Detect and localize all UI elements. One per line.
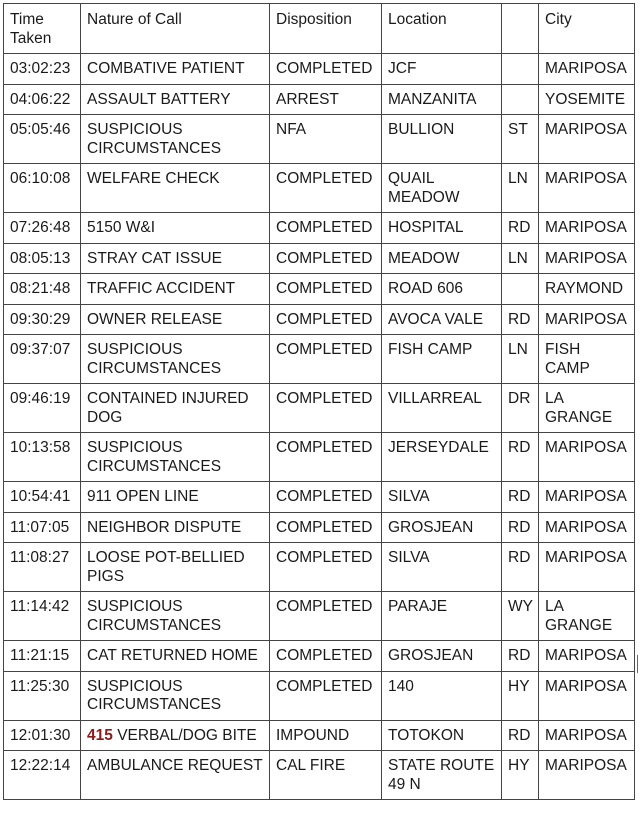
cell-city: MARIPOSA [539,543,635,592]
cell-location: MANZANITA [382,84,502,115]
cell-time: 11:21:15 [4,641,81,672]
cell-location: JERSEYDALE [382,433,502,482]
cell-time: 10:13:58 [4,433,81,482]
cell-location: TOTOKON [382,720,502,751]
cell-time: 10:54:41 [4,482,81,513]
cell-suffix: HY [502,671,539,720]
cell-location: VILLARREAL [382,384,502,433]
cell-city: MARIPOSA [539,512,635,543]
cell-disposition: COMPLETED [270,384,382,433]
cell-city: MARIPOSA [539,243,635,274]
cell-disposition: COMPLETED [270,482,382,513]
cell-location: BULLION [382,115,502,164]
cell-time: 11:14:42 [4,592,81,641]
cell-suffix: WY [502,592,539,641]
cell-nature: OWNER RELEASE [81,304,270,335]
cell-disposition: CAL FIRE [270,751,382,800]
table-row [4,213,635,244]
cell-time: 04:06:22 [4,84,81,115]
table-row [4,592,635,641]
cell-suffix: HY [502,751,539,800]
cell-city: MARIPOSA [539,482,635,513]
col-header-location: Location [382,4,502,54]
cell-suffix: RD [502,512,539,543]
cell-disposition: COMPLETED [270,164,382,213]
cell-time: 08:21:48 [4,274,81,305]
cell-disposition: COMPLETED [270,304,382,335]
col-header-time: Time Taken [4,4,81,54]
table-row [4,543,635,592]
cell-disposition: IMPOUND [270,720,382,751]
table-row [4,164,635,213]
cell-suffix: RD [502,543,539,592]
cell-nature: WELFARE CHECK [81,164,270,213]
cell-nature: SUSPICIOUS CIRCUMSTANCES [81,592,270,641]
cell-nature: LOOSE POT-BELLIED PIGS [81,543,270,592]
cell-disposition: COMPLETED [270,512,382,543]
cell-location: GROSJEAN [382,641,502,672]
cell-nature: 5150 W&I [81,213,270,244]
cell-suffix: RD [502,433,539,482]
cell-city: MARIPOSA [539,304,635,335]
table-row [4,512,635,543]
cell-location: PARAJE [382,592,502,641]
table-row [4,433,635,482]
cell-disposition: COMPLETED [270,243,382,274]
cell-nature: NEIGHBOR DISPUTE [81,512,270,543]
cell-disposition: NFA [270,115,382,164]
cell-location: STATE ROUTE 49 N [382,751,502,800]
table-row [4,274,635,305]
cell-city: MARIPOSA [539,115,635,164]
cell-disposition: COMPLETED [270,592,382,641]
table-row [4,720,635,751]
table-row [4,243,635,274]
cell-nature: SUSPICIOUS CIRCUMSTANCES [81,671,270,720]
cell-time: 09:46:19 [4,384,81,433]
table-row [4,115,635,164]
cell-nature: TRAFFIC ACCIDENT [81,274,270,305]
col-header-disposition: Disposition [270,4,382,54]
cell-disposition: COMPLETED [270,213,382,244]
cell-city: RAYMOND [539,274,635,305]
table-row [4,384,635,433]
cell-city: YOSEMITE [539,84,635,115]
cell-location: GROSJEAN [382,512,502,543]
cell-time: 11:07:05 [4,512,81,543]
cell-location: JCF [382,54,502,85]
cell-time: 03:02:23 [4,54,81,85]
cell-location: HOSPITAL [382,213,502,244]
cell-disposition: COMPLETED [270,543,382,592]
cell-location: AVOCA VALE [382,304,502,335]
cell-time: 06:10:08 [4,164,81,213]
cell-time: 12:22:14 [4,751,81,800]
cell-city: LA GRANGE [539,592,635,641]
table-row [4,671,635,720]
cell-city: MARIPOSA [539,751,635,800]
cell-suffix: RD [502,720,539,751]
cell-city: MARIPOSA [539,164,635,213]
cell-city: MARIPOSA [539,213,635,244]
cell-disposition: COMPLETED [270,54,382,85]
cell-nature: CAT RETURNED HOME [81,641,270,672]
cell-location: 140 [382,671,502,720]
cell-nature: 911 OPEN LINE [81,482,270,513]
header-row [4,4,635,54]
cell-time: 09:37:07 [4,335,81,384]
table-row [4,751,635,800]
cell-location: FISH CAMP [382,335,502,384]
call-log-sheet [3,3,634,800]
col-header-suffix [502,4,539,54]
cell-city: MARIPOSA [539,671,635,720]
cell-nature: SUSPICIOUS CIRCUMSTANCES [81,335,270,384]
cell-suffix: RD [502,482,539,513]
cell-suffix: LN [502,335,539,384]
cell-city: MARIPOSA [539,433,635,482]
cell-time: 09:30:29 [4,304,81,335]
table-row [4,84,635,115]
cell-suffix: LN [502,243,539,274]
cell-location: SILVA [382,482,502,513]
call-code-highlight: 415 [87,726,113,744]
cell-city: MARIPOSA [539,641,635,672]
cell-city: MARIPOSA [539,720,635,751]
cell-suffix [502,274,539,305]
cell-disposition: COMPLETED [270,671,382,720]
table-row [4,482,635,513]
cell-time: 05:05:46 [4,115,81,164]
cell-time: 11:08:27 [4,543,81,592]
call-log-body [4,54,635,800]
cell-nature: ASSAULT BATTERY [81,84,270,115]
cell-suffix [502,84,539,115]
cell-nature: SUSPICIOUS CIRCUMSTANCES [81,115,270,164]
cell-suffix: DR [502,384,539,433]
cell-location: QUAIL MEADOW [382,164,502,213]
cell-nature [81,720,270,751]
cell-suffix: RD [502,213,539,244]
cell-location: SILVA [382,543,502,592]
col-header-nature: Nature of Call [81,4,270,54]
cell-city: FISH CAMP [539,335,635,384]
cell-time: 08:05:13 [4,243,81,274]
cell-disposition: COMPLETED [270,433,382,482]
cell-suffix: RD [502,641,539,672]
cell-disposition: COMPLETED [270,641,382,672]
cell-disposition: ARREST [270,84,382,115]
cell-suffix: LN [502,164,539,213]
cell-disposition: COMPLETED [270,335,382,384]
cell-suffix [502,54,539,85]
cell-time: 11:25:30 [4,671,81,720]
col-header-city: City [539,4,635,54]
cell-location: ROAD 606 [382,274,502,305]
cell-city: LA GRANGE [539,384,635,433]
cell-nature: AMBULANCE REQUEST [81,751,270,800]
table-row [4,335,635,384]
cell-nature: SUSPICIOUS CIRCUMSTANCES [81,433,270,482]
cell-disposition: COMPLETED [270,274,382,305]
cell-city: MARIPOSA [539,54,635,85]
cell-nature: STRAY CAT ISSUE [81,243,270,274]
cell-time: 07:26:48 [4,213,81,244]
call-log-table [3,3,635,800]
cell-time: 12:01:30 [4,720,81,751]
table-row [4,54,635,85]
cell-location: MEADOW [382,243,502,274]
cell-nature: COMBATIVE PATIENT [81,54,270,85]
call-nature-text: VERBAL/DOG BITE [117,726,257,744]
cell-suffix: RD [502,304,539,335]
page-edge-mark [637,655,638,673]
cell-nature: CONTAINED INJURED DOG [81,384,270,433]
cell-suffix: ST [502,115,539,164]
table-row [4,641,635,672]
table-row [4,304,635,335]
